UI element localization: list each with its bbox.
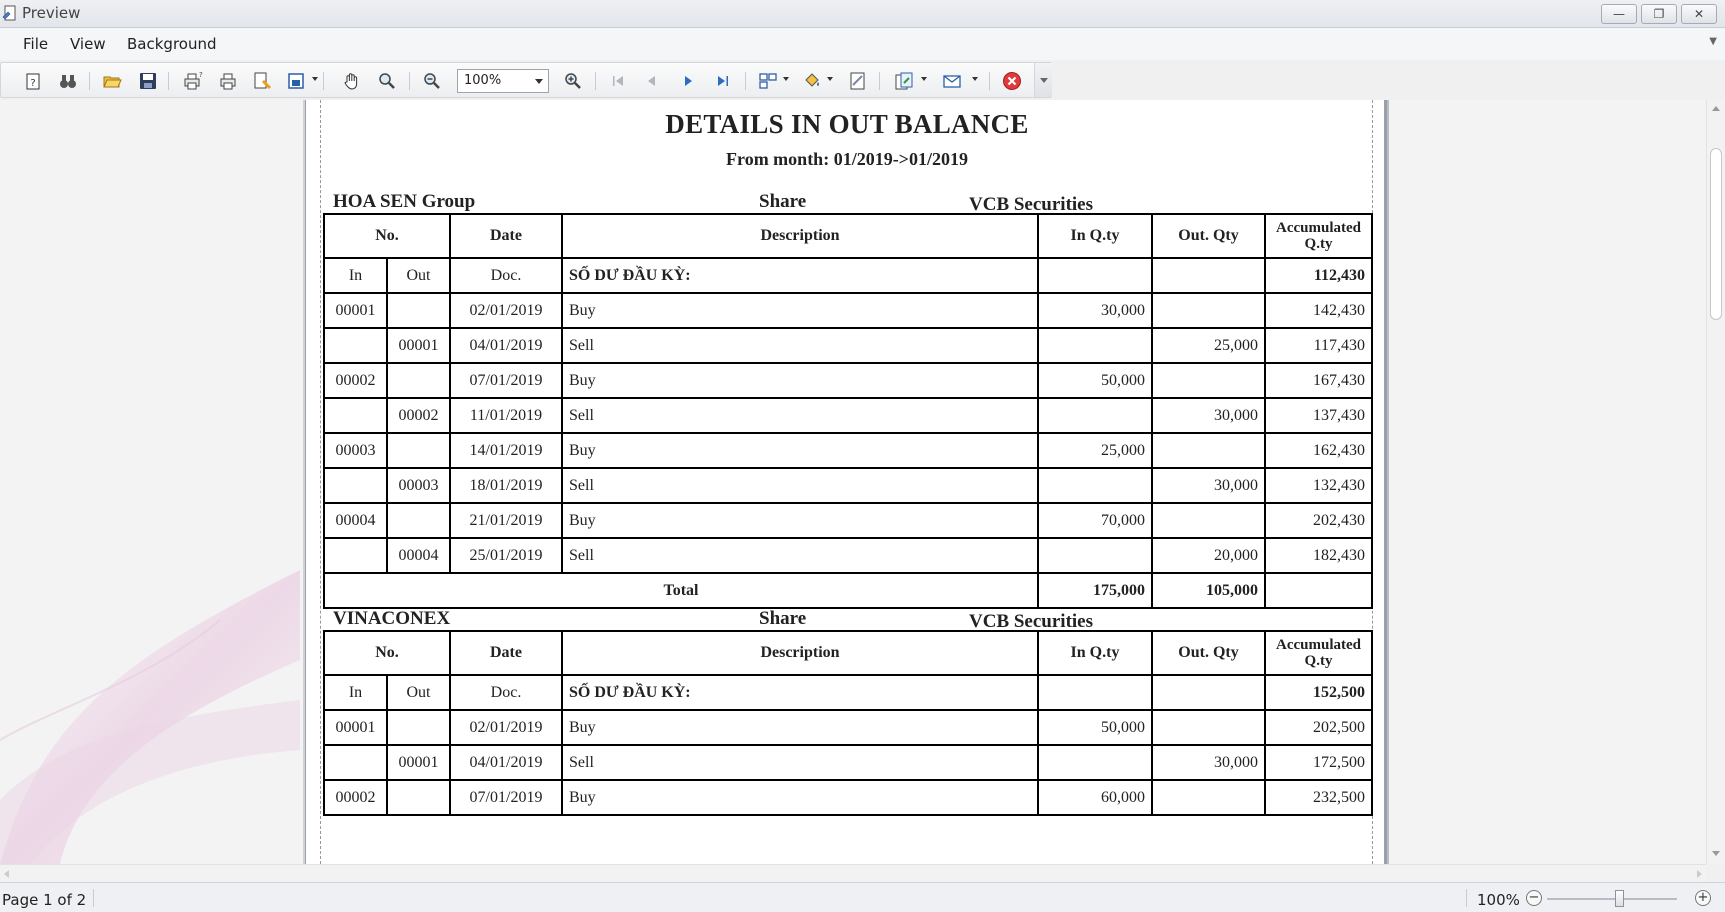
report-page xyxy=(305,100,1387,864)
row-in-qty xyxy=(1038,538,1152,573)
find-button[interactable] xyxy=(57,71,79,91)
row-out-no xyxy=(387,503,450,538)
row-in-qty: 50,000 xyxy=(1038,363,1152,398)
group-broker: VCB Securities xyxy=(969,194,1094,215)
row-in-no: 00001 xyxy=(324,293,387,328)
row-accumulated-qty: 132,430 xyxy=(1265,468,1372,503)
row-in-qty xyxy=(1038,398,1152,433)
row-in-qty: 70,000 xyxy=(1038,503,1152,538)
status-bar xyxy=(0,882,1725,912)
row-accumulated-qty: 202,430 xyxy=(1265,503,1372,538)
background-color-button[interactable] xyxy=(801,71,823,91)
row-date: 18/01/2019 xyxy=(450,468,562,503)
table-row xyxy=(324,503,1372,538)
restore-button[interactable] xyxy=(1641,4,1677,24)
multiple-pages-button[interactable] xyxy=(757,71,779,91)
printer-icon xyxy=(218,71,238,91)
close-icon: ✕ xyxy=(1693,7,1705,21)
group-name: VINACONEX xyxy=(333,608,451,629)
magnifier-icon xyxy=(377,71,397,91)
row-in-no xyxy=(324,328,387,363)
group-rows xyxy=(324,293,1372,573)
print-button[interactable] xyxy=(181,71,203,91)
magnifier-button[interactable] xyxy=(376,71,398,91)
first-page-icon xyxy=(608,71,628,91)
header-no: No. xyxy=(324,214,450,258)
zoom-level-text: 100% xyxy=(1477,891,1520,909)
toolbar-separator xyxy=(989,72,990,90)
row-description: Sell xyxy=(562,538,1038,573)
toolbar-separator xyxy=(879,72,880,90)
zoom-out-status-button[interactable] xyxy=(1526,890,1542,906)
group-rows xyxy=(324,710,1372,815)
row-out-qty: 30,000 xyxy=(1152,468,1265,503)
row-date: 14/01/2019 xyxy=(450,433,562,468)
status-separator xyxy=(1466,889,1467,907)
scroll-down-icon[interactable] xyxy=(1712,851,1720,856)
row-date: 25/01/2019 xyxy=(450,538,562,573)
header-description: Description xyxy=(562,214,1038,258)
svg-text:?: ? xyxy=(30,78,36,89)
row-out-qty xyxy=(1152,363,1265,398)
header-date: Date xyxy=(450,631,562,675)
row-date: 07/01/2019 xyxy=(450,780,562,815)
row-out-no xyxy=(387,433,450,468)
quick-print-button[interactable] xyxy=(217,71,239,91)
table-header-row xyxy=(324,631,1372,675)
row-accumulated-qty: 182,430 xyxy=(1265,538,1372,573)
table-row xyxy=(324,328,1372,363)
report-title: DETAILS IN OUT BALANCE xyxy=(665,109,1029,139)
row-date: 04/01/2019 xyxy=(450,328,562,363)
total-label: Total xyxy=(324,573,1038,608)
plus-icon: + xyxy=(1697,890,1709,905)
table-row xyxy=(324,433,1372,468)
svg-text:?: ? xyxy=(199,71,203,79)
table-cell xyxy=(1152,258,1265,293)
header-description: Description xyxy=(562,631,1038,675)
row-description: Sell xyxy=(562,745,1038,780)
group-share-label: Share xyxy=(759,608,807,629)
group-name: HOA SEN Group xyxy=(333,191,476,212)
row-in-no: 00004 xyxy=(324,503,387,538)
header-out-qty: Out. Qty xyxy=(1152,631,1265,675)
row-accumulated-qty: 167,430 xyxy=(1265,363,1372,398)
minimize-icon: — xyxy=(1613,7,1625,21)
row-in-qty xyxy=(1038,328,1152,363)
table-row xyxy=(324,745,1372,780)
export-button[interactable] xyxy=(893,71,915,91)
row-accumulated-qty: 232,500 xyxy=(1265,780,1372,815)
watermark-button[interactable] xyxy=(847,71,869,91)
hand-icon xyxy=(342,71,362,91)
row-out-qty xyxy=(1152,293,1265,328)
row-description: Buy xyxy=(562,363,1038,398)
document-map-icon xyxy=(23,71,43,91)
scroll-left-icon[interactable] xyxy=(4,870,9,878)
toolbar-separator xyxy=(409,72,410,90)
binoculars-icon xyxy=(58,71,78,91)
row-in-no xyxy=(324,745,387,780)
zoom-in-status-button[interactable] xyxy=(1695,890,1711,906)
last-page-button[interactable] xyxy=(712,71,734,91)
row-date: 02/01/2019 xyxy=(450,710,562,745)
row-accumulated-qty: 172,500 xyxy=(1265,745,1372,780)
row-in-no: 00001 xyxy=(324,710,387,745)
first-page-button[interactable] xyxy=(607,71,629,91)
row-in-no xyxy=(324,398,387,433)
watermark-icon xyxy=(848,71,868,91)
row-out-no: 00001 xyxy=(387,745,450,780)
row-in-qty: 30,000 xyxy=(1038,293,1152,328)
menu-file[interactable]: File xyxy=(23,35,49,53)
row-description: Sell xyxy=(562,398,1038,433)
email-icon xyxy=(942,71,962,91)
row-accumulated-qty: 162,430 xyxy=(1265,433,1372,468)
header-out: Out xyxy=(387,675,450,710)
zoom-out-icon xyxy=(422,71,442,91)
table-row xyxy=(324,293,1372,328)
row-description: Sell xyxy=(562,328,1038,363)
row-out-qty: 30,000 xyxy=(1152,398,1265,433)
row-date: 04/01/2019 xyxy=(450,745,562,780)
table-row xyxy=(324,363,1372,398)
row-description: Buy xyxy=(562,433,1038,468)
hand-tool-button[interactable] xyxy=(341,71,363,91)
minus-icon: − xyxy=(1528,890,1540,905)
opening-balance-label: SỐ DƯ ĐẦU KỲ: xyxy=(562,675,1038,710)
page-setup-button[interactable] xyxy=(251,71,273,91)
title-bar xyxy=(0,0,1725,28)
row-in-no: 00002 xyxy=(324,363,387,398)
background-swirl-decoration xyxy=(0,100,300,864)
export-dropdown-icon[interactable] xyxy=(921,77,927,81)
document-viewport[interactable] xyxy=(0,100,1706,864)
open-folder-icon xyxy=(102,71,122,91)
zoom-out-button[interactable] xyxy=(421,71,443,91)
toolbar-overflow-button[interactable] xyxy=(1034,63,1052,97)
row-date: 21/01/2019 xyxy=(450,503,562,538)
vertical-scrollbar[interactable] xyxy=(1706,100,1725,864)
header-accumulated-qty: Accumulated Q.ty xyxy=(1265,214,1372,258)
header-accumulated-qty: Accumulated Q.ty xyxy=(1265,631,1372,675)
row-in-no xyxy=(324,538,387,573)
save-button[interactable] xyxy=(137,71,159,91)
row-description: Buy xyxy=(562,503,1038,538)
row-out-qty xyxy=(1152,710,1265,745)
row-out-no xyxy=(387,780,450,815)
zoom-combobox-value: 100% xyxy=(464,73,502,88)
opening-balance-value: 112,430 xyxy=(1265,258,1372,293)
row-out-no: 00001 xyxy=(387,328,450,363)
multiple-pages-icon xyxy=(758,71,778,91)
scroll-up-icon[interactable] xyxy=(1712,106,1720,111)
zoom-slider-thumb[interactable] xyxy=(1615,890,1624,907)
status-separator xyxy=(93,889,94,907)
close-circle-icon xyxy=(1002,71,1022,91)
paint-bucket-icon xyxy=(802,71,822,91)
row-description: Buy xyxy=(562,293,1038,328)
row-in-qty: 25,000 xyxy=(1038,433,1152,468)
row-description: Buy xyxy=(562,780,1038,815)
row-accumulated-qty: 142,430 xyxy=(1265,293,1372,328)
report-subtitle: From month: 01/2019->01/2019 xyxy=(726,149,968,169)
header-in-qty: In Q.ty xyxy=(1038,214,1152,258)
toolbar-separator xyxy=(595,72,596,90)
row-out-no: 00002 xyxy=(387,398,450,433)
table-row xyxy=(324,468,1372,503)
zoom-combobox[interactable] xyxy=(457,69,549,93)
table-row xyxy=(324,780,1372,815)
row-in-qty xyxy=(1038,468,1152,503)
vertical-scroll-thumb[interactable] xyxy=(1710,148,1722,320)
row-in-qty: 50,000 xyxy=(1038,710,1152,745)
group-broker: VCB Securities xyxy=(969,611,1094,632)
row-date: 11/01/2019 xyxy=(450,398,562,433)
export-icon xyxy=(894,71,914,91)
row-in-qty: 60,000 xyxy=(1038,780,1152,815)
toolbar-separator xyxy=(745,72,746,90)
last-page-icon xyxy=(713,71,733,91)
opening-balance-row xyxy=(324,258,1372,293)
toolbar-separator xyxy=(89,72,90,90)
scale-dropdown-icon[interactable] xyxy=(312,77,318,81)
row-out-qty: 20,000 xyxy=(1152,538,1265,573)
table-cell xyxy=(1038,675,1152,710)
row-in-no xyxy=(324,468,387,503)
total-out-qty: 105,000 xyxy=(1152,573,1265,608)
zoom-in-icon xyxy=(563,71,583,91)
table-row xyxy=(324,398,1372,433)
balance-table xyxy=(323,630,1373,816)
toolbar xyxy=(0,62,1052,98)
row-description: Sell xyxy=(562,468,1038,503)
table-cell xyxy=(1265,573,1372,608)
restore-icon: ❐ xyxy=(1653,7,1665,21)
toolbar-overflow-icon xyxy=(1040,78,1048,83)
background-color-dropdown-icon[interactable] xyxy=(827,77,833,81)
row-in-no: 00002 xyxy=(324,780,387,815)
menu-view[interactable]: View xyxy=(70,35,106,53)
row-out-no xyxy=(387,363,450,398)
row-accumulated-qty: 202,500 xyxy=(1265,710,1372,745)
header-doc: Doc. xyxy=(450,675,562,710)
toolbar-separator xyxy=(168,72,169,90)
page-setup-icon xyxy=(252,71,272,91)
print-icon xyxy=(182,71,202,91)
row-out-qty xyxy=(1152,503,1265,538)
row-date: 02/01/2019 xyxy=(450,293,562,328)
zoom-in-button[interactable] xyxy=(562,71,584,91)
row-out-qty xyxy=(1152,433,1265,468)
total-in-qty: 175,000 xyxy=(1038,573,1152,608)
header-out-qty: Out. Qty xyxy=(1152,214,1265,258)
multiple-pages-dropdown-icon[interactable] xyxy=(783,77,789,81)
opening-balance-row xyxy=(324,675,1372,710)
group-share-label: Share xyxy=(759,191,807,212)
menu-overflow-icon[interactable]: ▼ xyxy=(1709,36,1717,47)
page-margin-guide xyxy=(320,100,321,864)
scale-icon xyxy=(287,71,307,91)
table-header-row xyxy=(324,214,1372,258)
page-indicator: Page 1 of 2 xyxy=(2,891,87,909)
row-out-qty: 30,000 xyxy=(1152,745,1265,780)
row-out-no: 00004 xyxy=(387,538,450,573)
open-button[interactable] xyxy=(101,71,123,91)
header-in: In xyxy=(324,258,387,293)
header-out: Out xyxy=(387,258,450,293)
minimize-button[interactable] xyxy=(1601,4,1637,24)
row-out-qty xyxy=(1152,780,1265,815)
next-page-icon xyxy=(678,71,698,91)
table-cell xyxy=(1038,258,1152,293)
row-in-qty xyxy=(1038,745,1152,780)
table-cell xyxy=(1152,675,1265,710)
total-row xyxy=(324,573,1372,608)
header-date: Date xyxy=(450,214,562,258)
row-description: Buy xyxy=(562,710,1038,745)
zoom-slider[interactable] xyxy=(1547,898,1677,900)
scroll-right-icon[interactable] xyxy=(1697,870,1702,878)
scale-button[interactable] xyxy=(286,71,308,91)
header-no: No. xyxy=(324,631,450,675)
send-email-button[interactable] xyxy=(941,71,963,91)
close-preview-button[interactable] xyxy=(1001,71,1023,91)
row-accumulated-qty: 137,430 xyxy=(1265,398,1372,433)
row-out-no: 00003 xyxy=(387,468,450,503)
toolbar-separator xyxy=(323,72,324,90)
preview-app-icon xyxy=(2,5,18,22)
balance-table xyxy=(323,213,1373,609)
table-row xyxy=(324,538,1372,573)
row-accumulated-qty: 117,430 xyxy=(1265,328,1372,363)
header-in: In xyxy=(324,675,387,710)
horizontal-scrollbar[interactable] xyxy=(0,864,1706,881)
table-row xyxy=(324,710,1372,745)
opening-balance-value: 152,500 xyxy=(1265,675,1372,710)
header-in-qty: In Q.ty xyxy=(1038,631,1152,675)
window-title: Preview xyxy=(22,4,81,22)
menu-background[interactable]: Background xyxy=(127,35,217,53)
row-out-no xyxy=(387,293,450,328)
menu-bar xyxy=(0,28,1725,60)
previous-page-icon xyxy=(642,71,662,91)
previous-page-button[interactable] xyxy=(641,71,663,91)
row-date: 07/01/2019 xyxy=(450,363,562,398)
save-icon xyxy=(138,71,158,91)
row-out-no xyxy=(387,710,450,745)
document-map-button[interactable] xyxy=(22,71,44,91)
zoom-combobox-arrow-icon[interactable] xyxy=(535,79,543,84)
row-out-qty: 25,000 xyxy=(1152,328,1265,363)
header-doc: Doc. xyxy=(450,258,562,293)
send-email-dropdown-icon[interactable] xyxy=(972,77,978,81)
close-window-button[interactable] xyxy=(1681,4,1717,24)
opening-balance-label: SỐ DƯ ĐẦU KỲ: xyxy=(562,258,1038,293)
row-in-no: 00003 xyxy=(324,433,387,468)
next-page-button[interactable] xyxy=(677,71,699,91)
